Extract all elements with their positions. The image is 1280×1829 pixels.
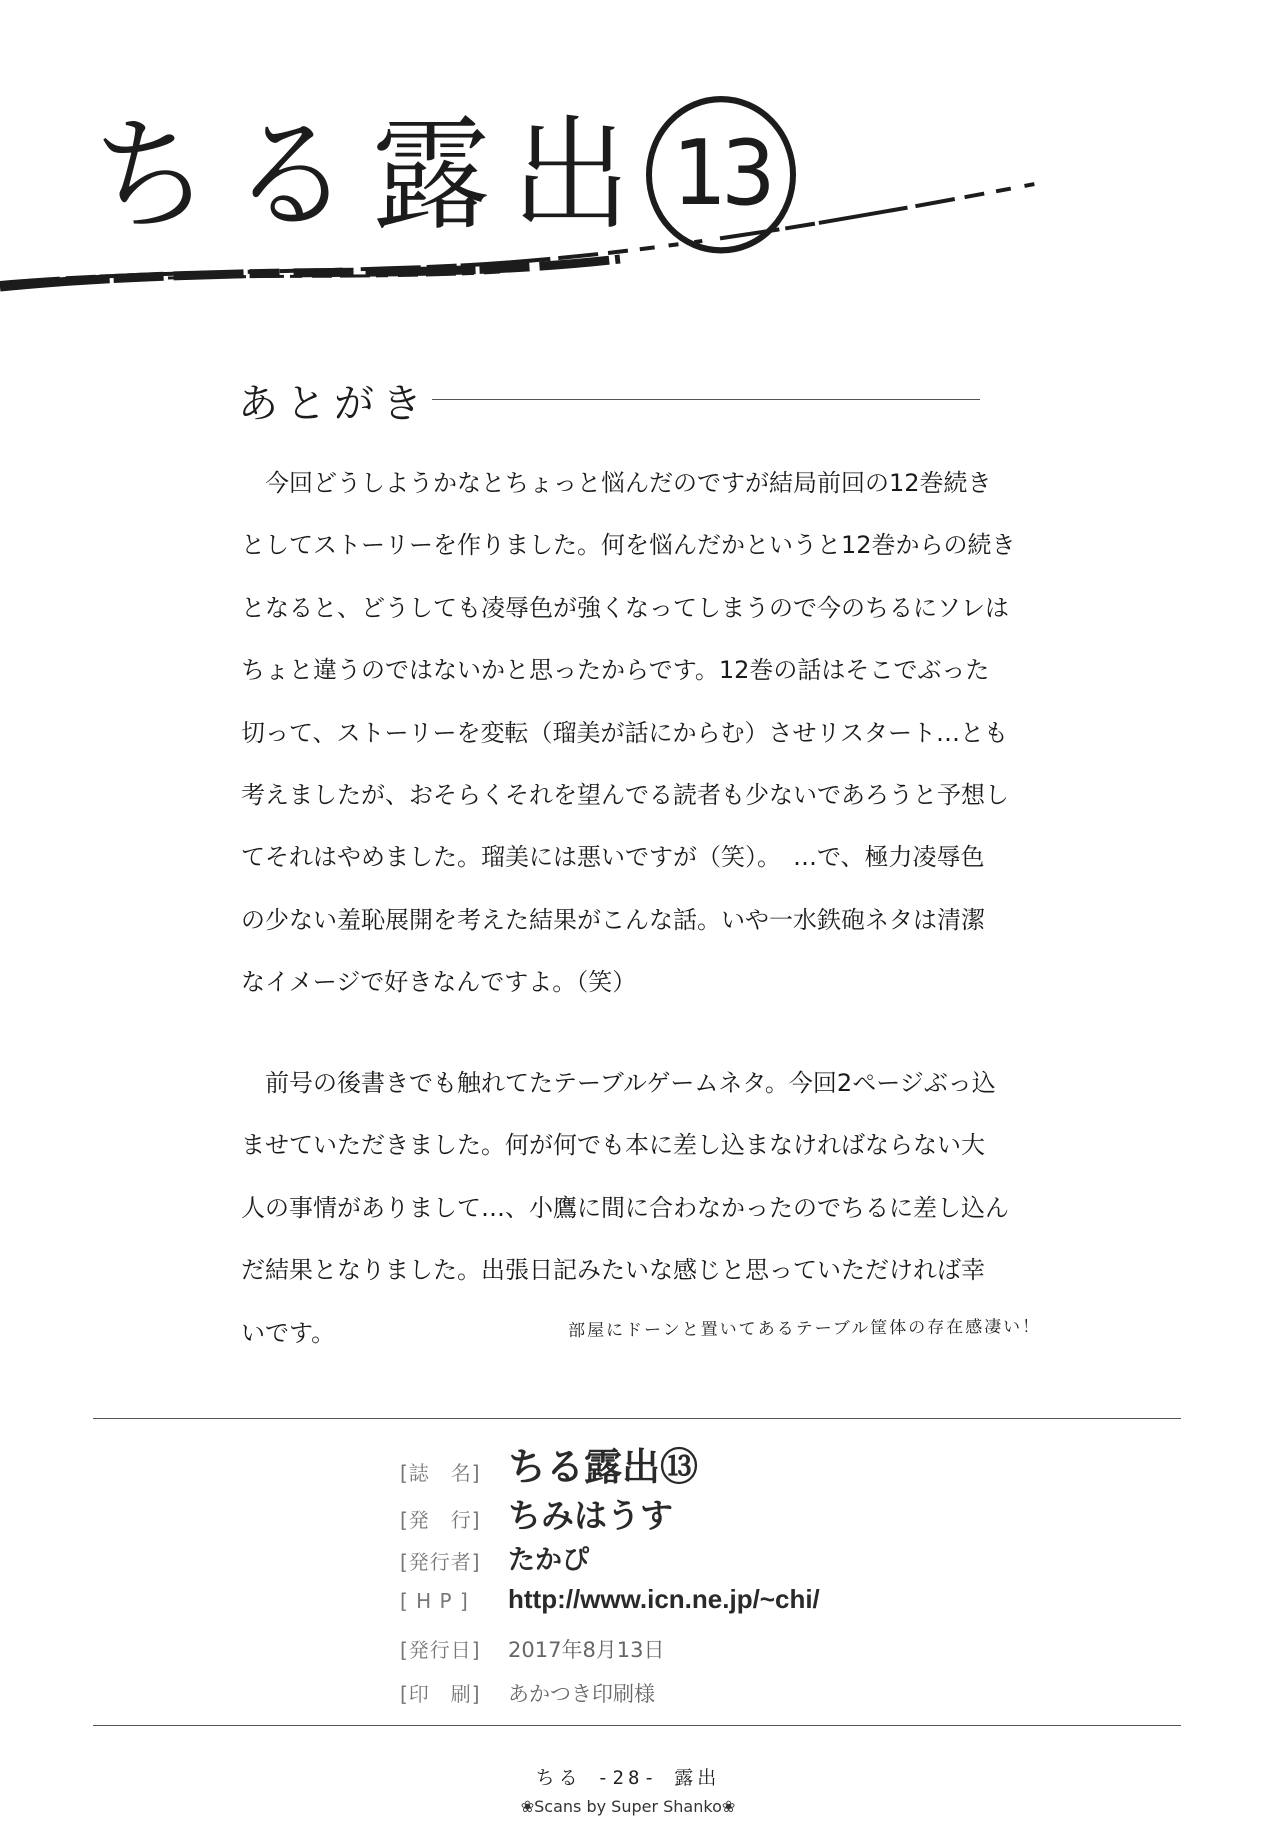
paragraph-line: ませていただきました。何が何でも本に差し込まなければならない大 — [241, 1131, 985, 1160]
page-number-label: ちる -28- 露出 — [535, 1767, 721, 1789]
scan-credit: ❀Scans by Super Shanko❀ — [520, 1797, 736, 1816]
paragraph-line: てそれはやめました。瑠美には悪いですが（笑）。 …で、極力凌辱色 — [241, 843, 985, 872]
colophon-label: [ H P ] — [400, 1589, 469, 1613]
afterword-heading: あとがき — [238, 381, 430, 427]
colophon-row-issuer — [400, 1538, 589, 1577]
colophon-label: [誌 名] — [400, 1461, 481, 1485]
paragraph-line: 切って、ストーリーを変転（瑠美が話にからむ）させリスタート…とも — [241, 718, 1009, 747]
colophon-value: ちみはうす — [508, 1496, 673, 1535]
paragraph-line: 今回どうしようかなとちょっと悩んだのですが結局前回の12巻続き — [241, 469, 992, 497]
afterword-paragraph-1 — [241, 452, 1016, 1014]
colophon-value: たかぴ — [508, 1545, 589, 1576]
title-text: ちる露出 — [92, 102, 653, 248]
heading-rule — [432, 399, 980, 400]
colophon-label: [発行者] — [400, 1550, 481, 1574]
paragraph-line: の少ない羞恥展開を考えた結果がこんな話。いや一水鉄砲ネタは清潔 — [241, 905, 985, 934]
colophon-top-rule — [93, 1418, 1181, 1419]
colophon-label: [発 行] — [400, 1508, 481, 1532]
paragraph-line: となると、どうしても凌辱色が強くなってしまうので今のちるにソレは — [241, 593, 1009, 622]
colophon-label: [印 刷] — [400, 1682, 481, 1706]
colophon-value: ちる露出⑬ — [508, 1445, 699, 1489]
colophon-value: あかつき印刷様 — [508, 1682, 655, 1706]
paragraph-line: いです。 — [241, 1318, 336, 1347]
colophon-row-homepage — [400, 1584, 820, 1615]
colophon-value: 2017年8月13日 — [508, 1638, 665, 1662]
paragraph-line: としてストーリーを作りました。何を悩んだかというと12巻からの続き — [241, 531, 1016, 560]
handwritten-note: 部屋にドーンと置いてあるテーブル筐体の存在感凄い！ — [567, 1316, 1042, 1342]
paragraph-line: 考えましたが、おそらくそれを望んでる読者も少ないであろうと予想し — [241, 780, 1009, 809]
paragraph-line: なイメージで好きなんですよ。（笑） — [241, 968, 637, 997]
paragraph-line: 人の事情がありまして…、小鷹に間に合わなかったのでちるに差し込ん — [241, 1193, 1009, 1222]
brush-stroke-decoration — [0, 175, 1060, 295]
homepage-link[interactable]: http://www.icn.ne.jp/~chi/ — [508, 1584, 820, 1614]
colophon-row-printer — [400, 1678, 655, 1708]
colophon-row-publisher — [400, 1490, 673, 1537]
paragraph-line: ちょと違うのではないかと思ったからです。12巻の話はそこでぶった — [241, 656, 990, 685]
paragraph-line: 前号の後書きでも触れてたテーブルゲームネタ。今回2ページぶっ込 — [241, 1069, 996, 1097]
paragraph-line: だ結果となりました。出張日記みたいな感じと思っていただければ幸 — [241, 1256, 985, 1285]
colophon-bottom-rule — [93, 1725, 1181, 1726]
volume-number-circle: 13 — [646, 96, 796, 254]
colophon-row-date — [400, 1634, 665, 1664]
colophon-row-title — [400, 1436, 698, 1491]
colophon-label: [発行日] — [400, 1638, 481, 1662]
